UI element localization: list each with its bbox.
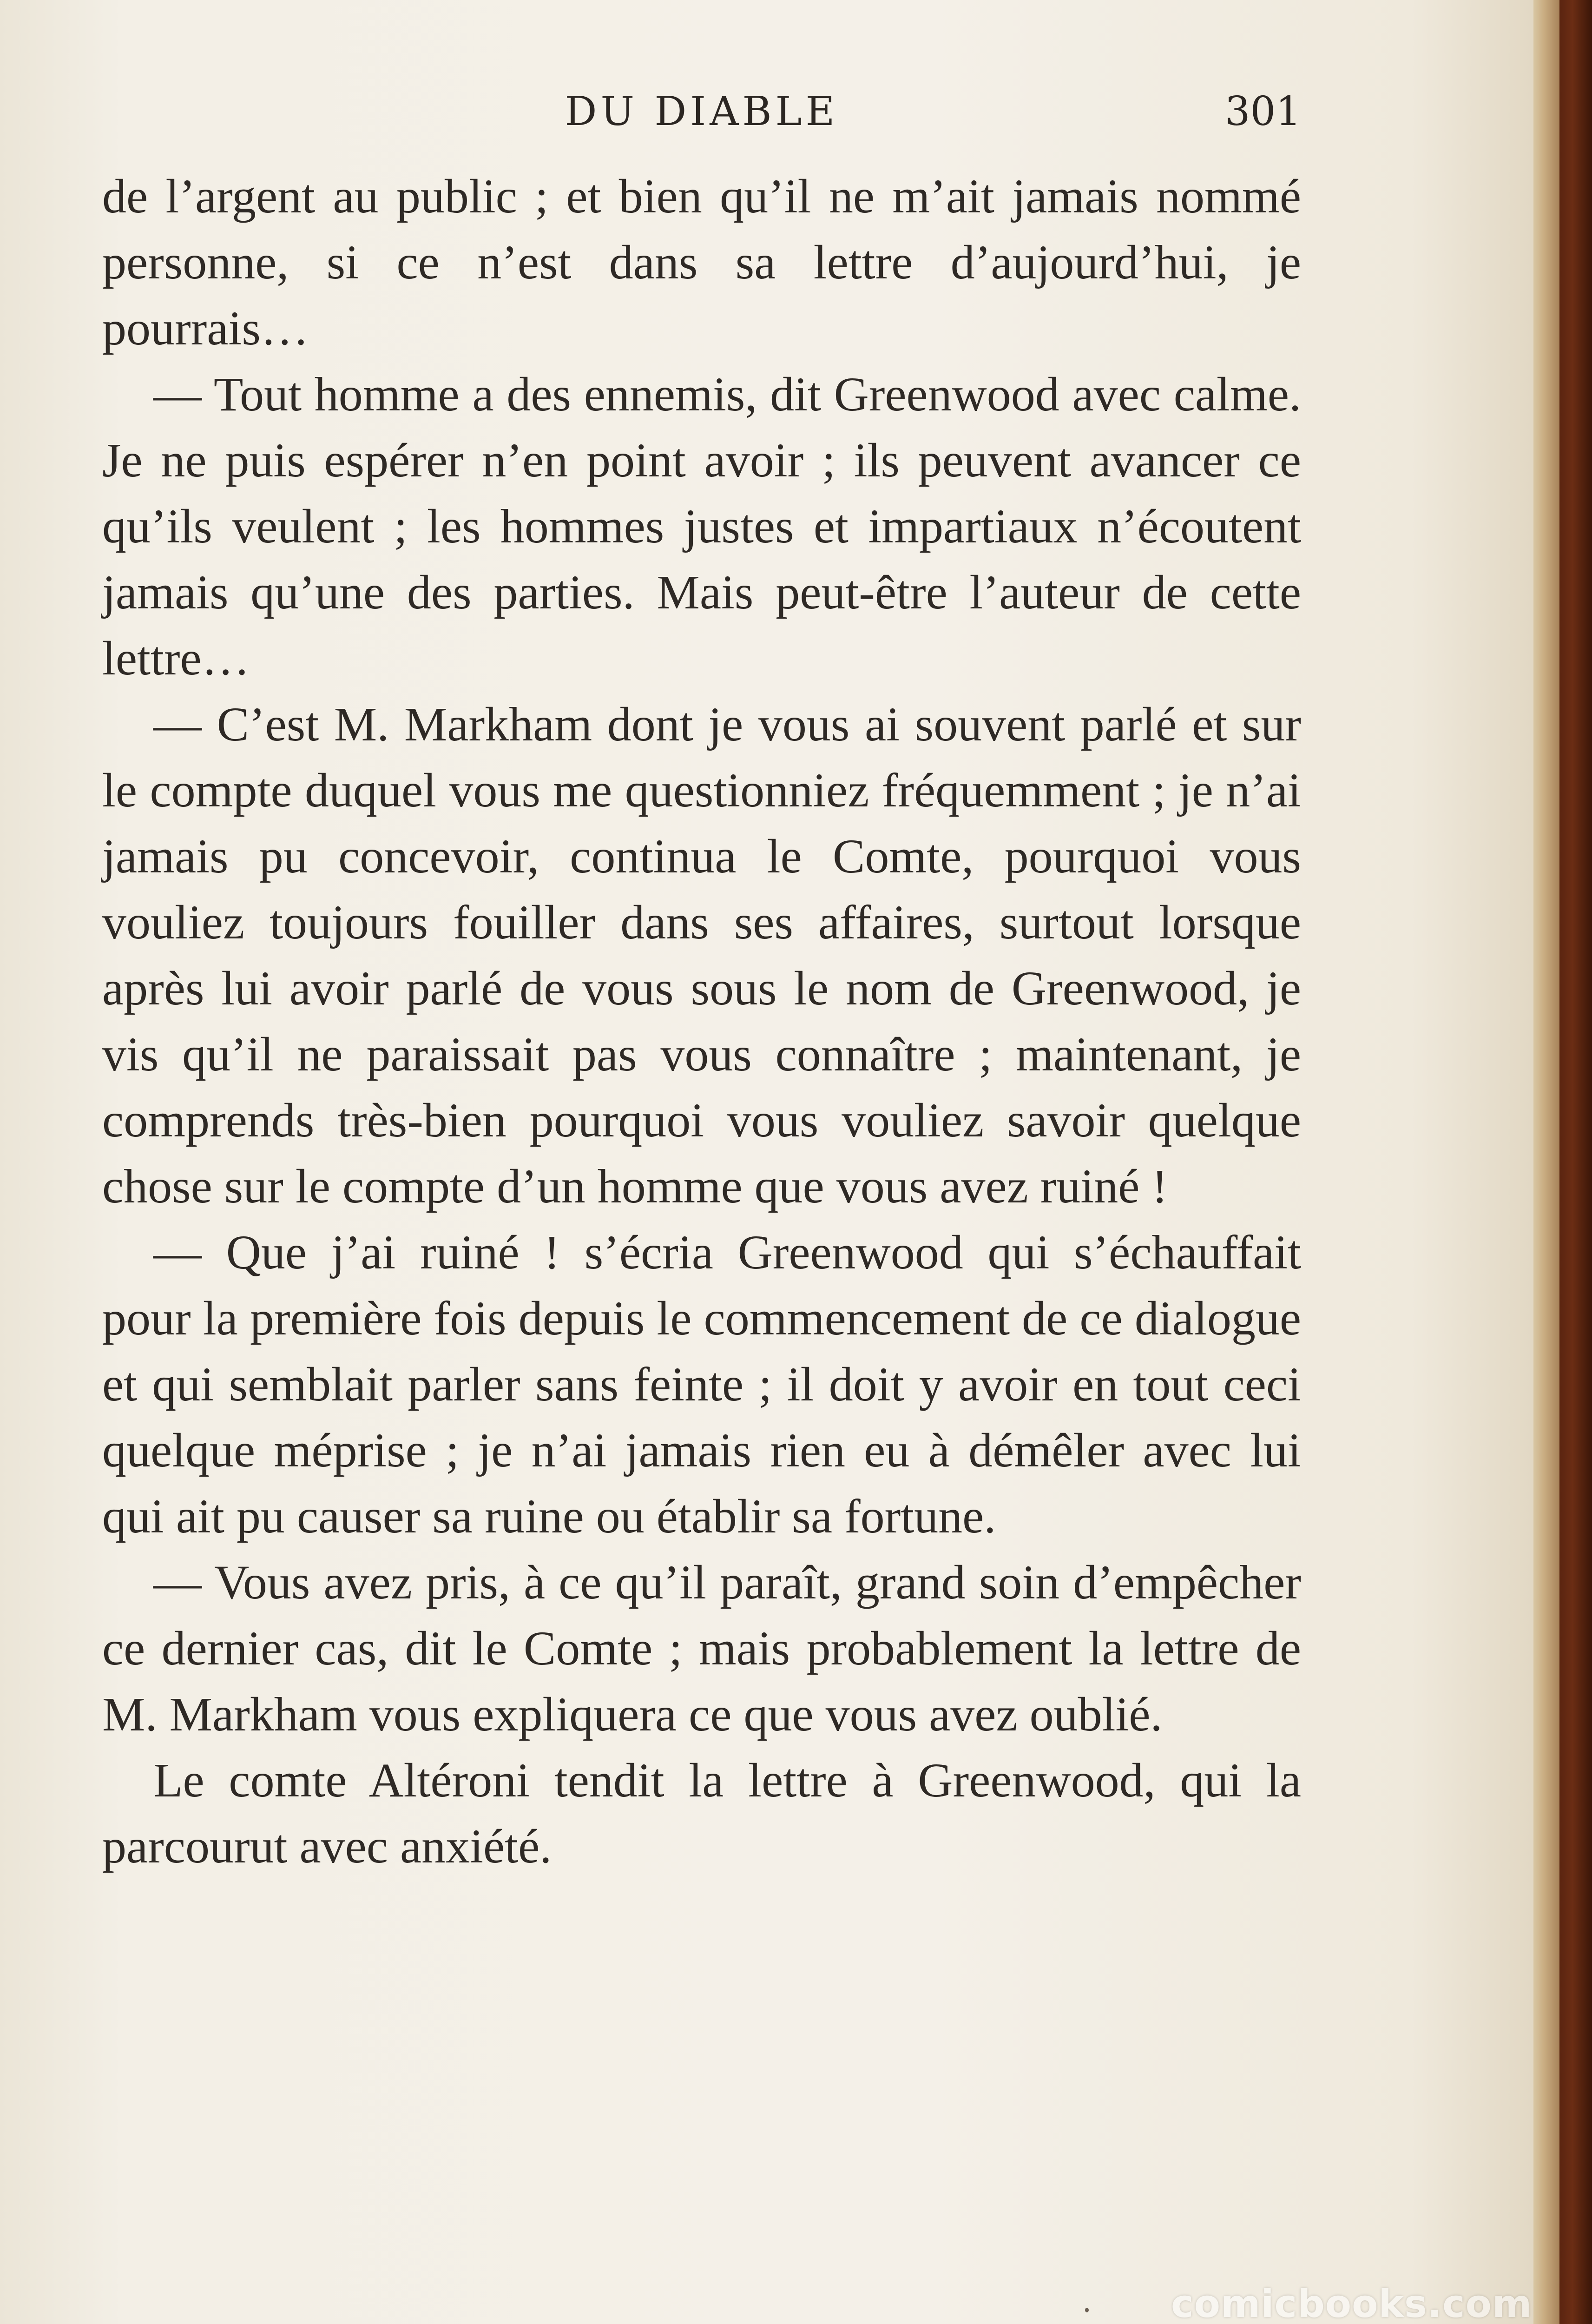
- page-number: 301: [1224, 88, 1301, 135]
- paragraph: Le comte Altéroni tendit la lettre à Greenwood, qui la parcourut avec anxiété.: [102, 1754, 1301, 1873]
- paragraph: — Vous avez pris, à ce qu’il paraît, grand soin d’empêcher ce dernier cas, dit le Comte ; mais probablement la lettre de M. Markham vous expliquera ce que vous avez oublié.: [102, 1556, 1301, 1741]
- paragraph: — Tout homme a des ennemis, dit Greenwood avec calme. Je ne puis espérer n’en point avoir ; ils peuvent avancer ce qu’ils veulent ; les hommes justes et impartiaux n’écoutent jamais qu’une des parties. Mais peut-être l’auteur de cette lettre…: [102, 368, 1301, 685]
- paragraph: — C’est M. Markham dont je vous ai souvent parlé et sur le compte duquel vous me questionniez fréquemment ; je n’ai jamais pu concevoir, continua le Comte, pourquoi vous vouliez toujours fouiller dans ses affaires, surtout lorsque après lui avoir parlé de vous sous le nom de Greenwood, je vis qu’il ne paraissait pas vous connaître ; maintenant, je comprends très-bien pourquoi vous vouliez savoir quelque chose sur le compte d’un homme que vous avez ruiné !: [102, 698, 1301, 1213]
- book-cover-edge: [1559, 0, 1592, 2324]
- body-text: [102, 164, 1301, 1880]
- running-head: [102, 88, 1301, 139]
- paragraph: — Que j’ai ruiné ! s’écria Greenwood qui s’échauffait pour la première fois depuis le commencement de ce dialogue et qui semblait parler sans feinte ; il doit y avoir en tout ceci quelque méprise ; je n’ai jamais rien eu à démêler avec lui qui ait pu causer sa ruine ou établir sa fortune.: [102, 1226, 1301, 1543]
- site-watermark: comicbooks.com: [1171, 2282, 1533, 2324]
- ink-speck: [1085, 2308, 1089, 2312]
- paragraph: de l’argent au public ; et bien qu’il ne m’ait jamais nommé personne, si ce n’est dans sa lettre d’aujourd’hui, je pourrais…: [102, 170, 1301, 355]
- running-title: DU DIABLE: [565, 88, 839, 135]
- page-fore-edge: [1533, 0, 1559, 2324]
